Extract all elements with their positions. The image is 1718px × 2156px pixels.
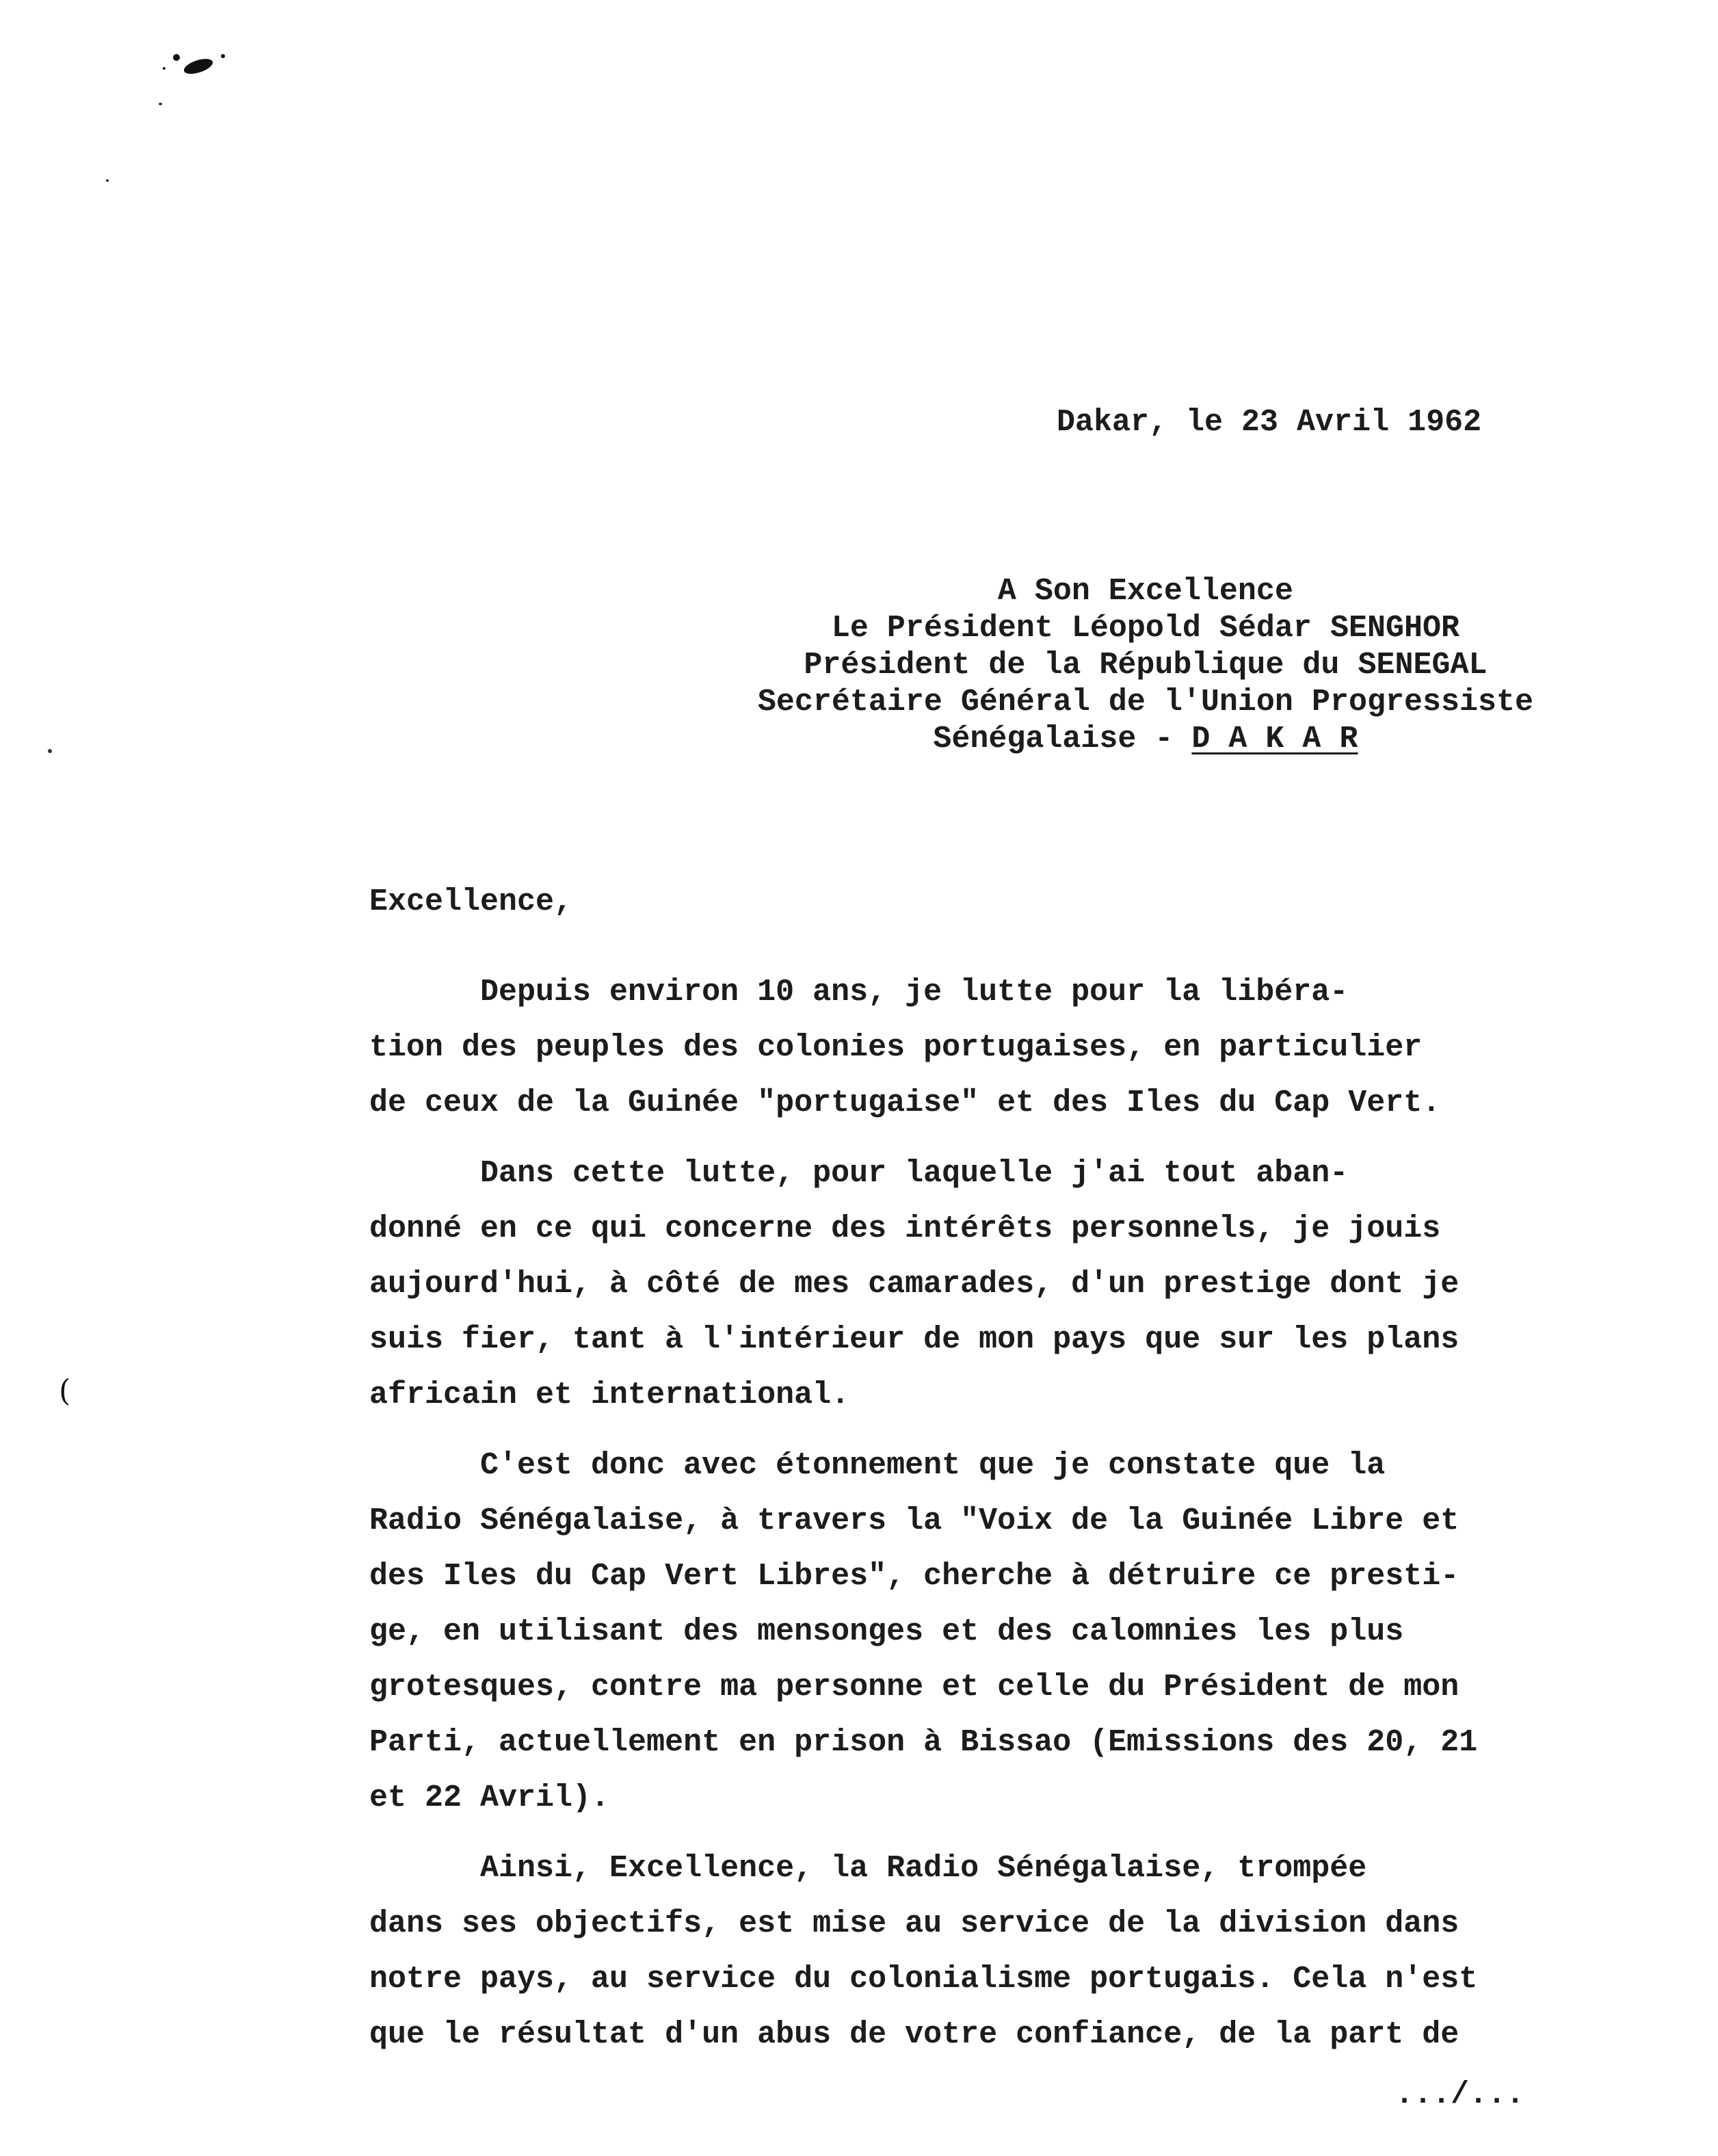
body-paragraph xyxy=(369,1146,1641,1423)
recipient-line: Président de la République du SENEGAL xyxy=(804,648,1488,683)
letter-body xyxy=(369,964,1641,2077)
body-paragraph xyxy=(369,1438,1641,1826)
continuation-mark: .../... xyxy=(1395,2077,1525,2112)
body-line: grotesques, contre ma personne et celle du Président de mon xyxy=(369,1670,1459,1705)
body-paragraph xyxy=(369,1841,1641,2062)
margin-mark: ( xyxy=(59,1373,71,1408)
body-line: tion des peuples des colonies portugaises, en particulier xyxy=(369,1030,1423,1065)
paper-speck xyxy=(159,103,162,105)
paper-speck xyxy=(106,179,109,182)
body-line: Radio Sénégalaise, à travers la "Voix de la Guinée Libre et xyxy=(369,1503,1459,1538)
recipient-line: Secrétaire Général de l'Union Progressiste xyxy=(757,685,1533,720)
letter-date: Dakar, le 23 Avril 1962 xyxy=(1057,405,1482,440)
recipient-line: Le Président Léopold Sédar SENGHOR xyxy=(831,611,1459,646)
body-line: notre pays, au service du colonialisme portugais. Cela n'est xyxy=(369,1962,1478,1997)
body-line: C'est donc avec étonnement que je constate que la xyxy=(369,1448,1386,1483)
recipient-line: A Son Excellence xyxy=(997,574,1293,609)
body-line: suis fier, tant à l'intérieur de mon pays que sur les plans xyxy=(369,1322,1459,1357)
ink-blot-mark xyxy=(157,49,233,83)
body-line: Depuis environ 10 ans, je lutte pour la libéra- xyxy=(369,975,1349,1010)
body-paragraph xyxy=(369,964,1641,1131)
body-line: Ainsi, Excellence, la Radio Sénégalaise, trompée xyxy=(369,1851,1367,1886)
body-line: de ceux de la Guinée "portugaise" et des Iles du Cap Vert. xyxy=(369,1086,1441,1120)
body-line: et 22 Avril). xyxy=(369,1780,610,1815)
body-line: africain et international. xyxy=(369,1378,850,1412)
body-line: ge, en utilisant des mensonges et des calomnies les plus xyxy=(369,1614,1404,1649)
salutation: Excellence, xyxy=(369,884,573,919)
body-line: que le résultat d'un abus de votre confiance, de la part de xyxy=(369,2017,1459,2052)
body-line: dans ses objectifs, est mise au service de la division dans xyxy=(369,1906,1459,1941)
recipient-address xyxy=(758,573,1533,758)
recipient-line-prefix: Sénégalaise - xyxy=(933,722,1192,757)
body-line: donné en ce qui concerne des intérêts personnels, je jouis xyxy=(369,1211,1441,1246)
body-line: aujourd'hui, à côté de mes camarades, d'un prestige dont je xyxy=(369,1267,1459,1302)
body-line: Parti, actuellement en prison à Bissao (Emissions des 20, 21 xyxy=(369,1725,1478,1760)
body-line: des Iles du Cap Vert Libres", cherche à détruire ce presti- xyxy=(369,1559,1459,1594)
recipient-line xyxy=(758,721,1533,758)
body-line: Dans cette lutte, pour laquelle j'ai tout aban- xyxy=(369,1156,1349,1191)
paper-speck xyxy=(48,749,52,753)
recipient-city: D A K A R xyxy=(1191,722,1358,757)
